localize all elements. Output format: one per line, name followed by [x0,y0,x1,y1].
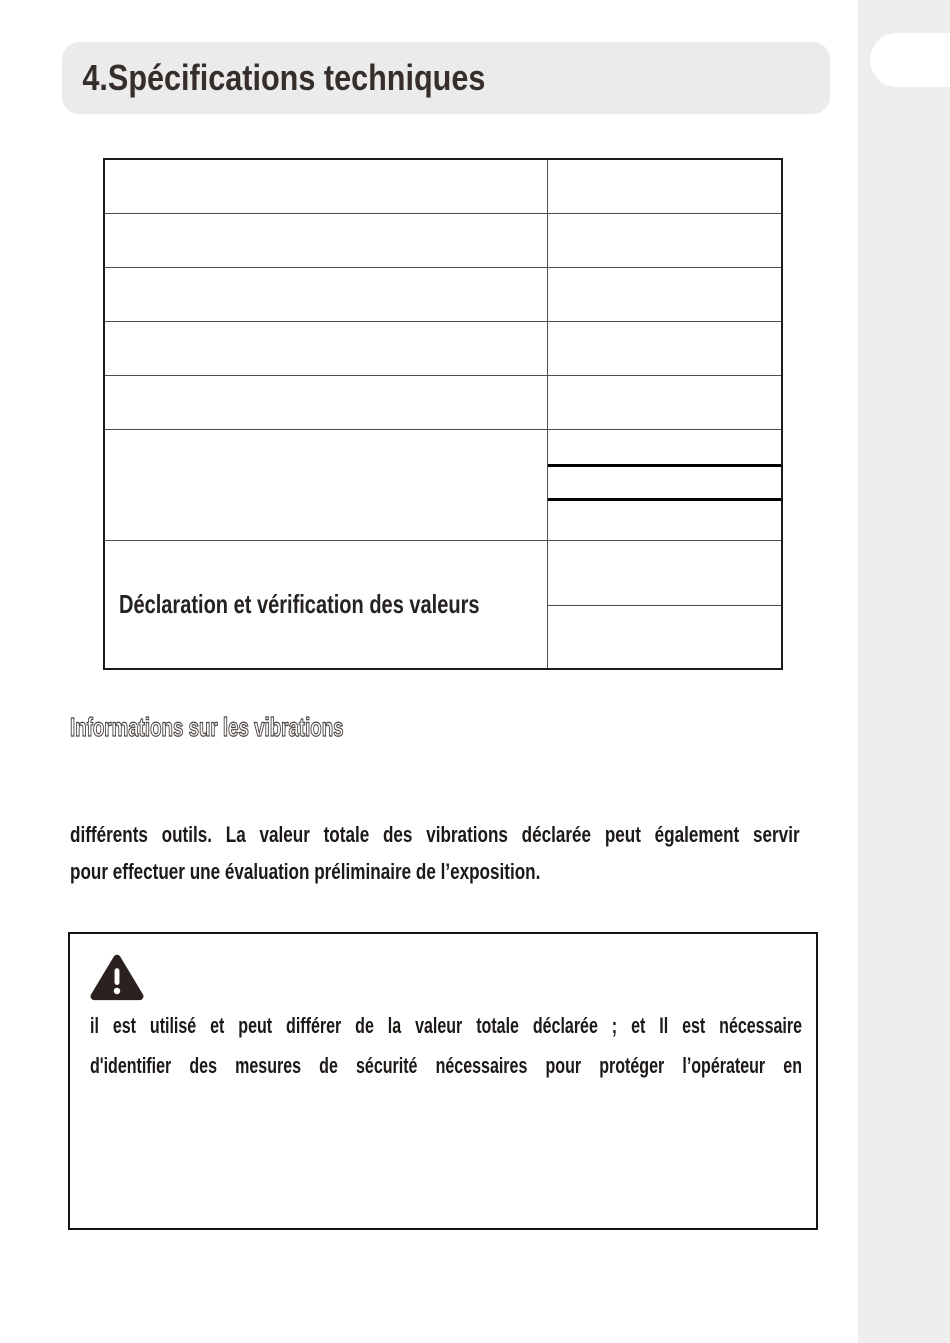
paragraph-line: différents outils. La valeur totale des vibrations déclarée peut également servir [70,822,800,847]
paragraph-line: pour effectuer une évaluation préliminaire de l’exposition. [70,859,541,884]
table-row-split-three [105,429,781,540]
table-row [105,267,781,321]
table-row [105,213,781,267]
table-cell-group [548,541,781,668]
table-row [105,375,781,429]
section-header [62,42,830,114]
table-cell-empty [105,160,548,213]
table-cell-empty [105,214,548,267]
table-subcell-empty [548,430,781,467]
warning-line: d'identifier des mesures de sécurité nécessaires pour protéger l’opérateur en [90,1053,802,1078]
vibrations-heading: Informations sur les vibrations [70,712,344,742]
table-subcell-empty [548,606,781,668]
table-row-declaration [105,540,781,668]
table-cell-empty [548,268,781,321]
table-row [105,160,781,213]
warning-text [90,1006,802,1086]
page-title: 4.Spécifications techniques [82,57,486,98]
table-subcell-empty [548,467,781,501]
side-tab-marker [870,33,950,87]
table-cell-empty [548,322,781,375]
table-cell-empty [548,376,781,429]
table-cell-empty [105,430,548,540]
table-cell-empty [548,214,781,267]
table-cell-empty [548,160,781,213]
table-subcell-empty [548,541,781,606]
table-subcell-empty [548,501,781,540]
specifications-table [103,158,783,670]
table-row [105,321,781,375]
vibrations-paragraph [70,816,800,890]
declaration-label: Déclaration et vérification des valeurs [119,589,480,619]
warning-line: il est utilisé et peut différer de la valeur totale déclarée ; et Il est nécessaire [90,1013,802,1038]
table-cell-empty [105,376,548,429]
table-cell-declaration [105,541,548,668]
warning-box [68,932,818,1230]
warning-triangle-icon [90,954,144,1002]
table-cell-empty [105,322,548,375]
table-cell-empty [105,268,548,321]
side-strip [858,0,950,1343]
table-cell-group [548,430,781,540]
